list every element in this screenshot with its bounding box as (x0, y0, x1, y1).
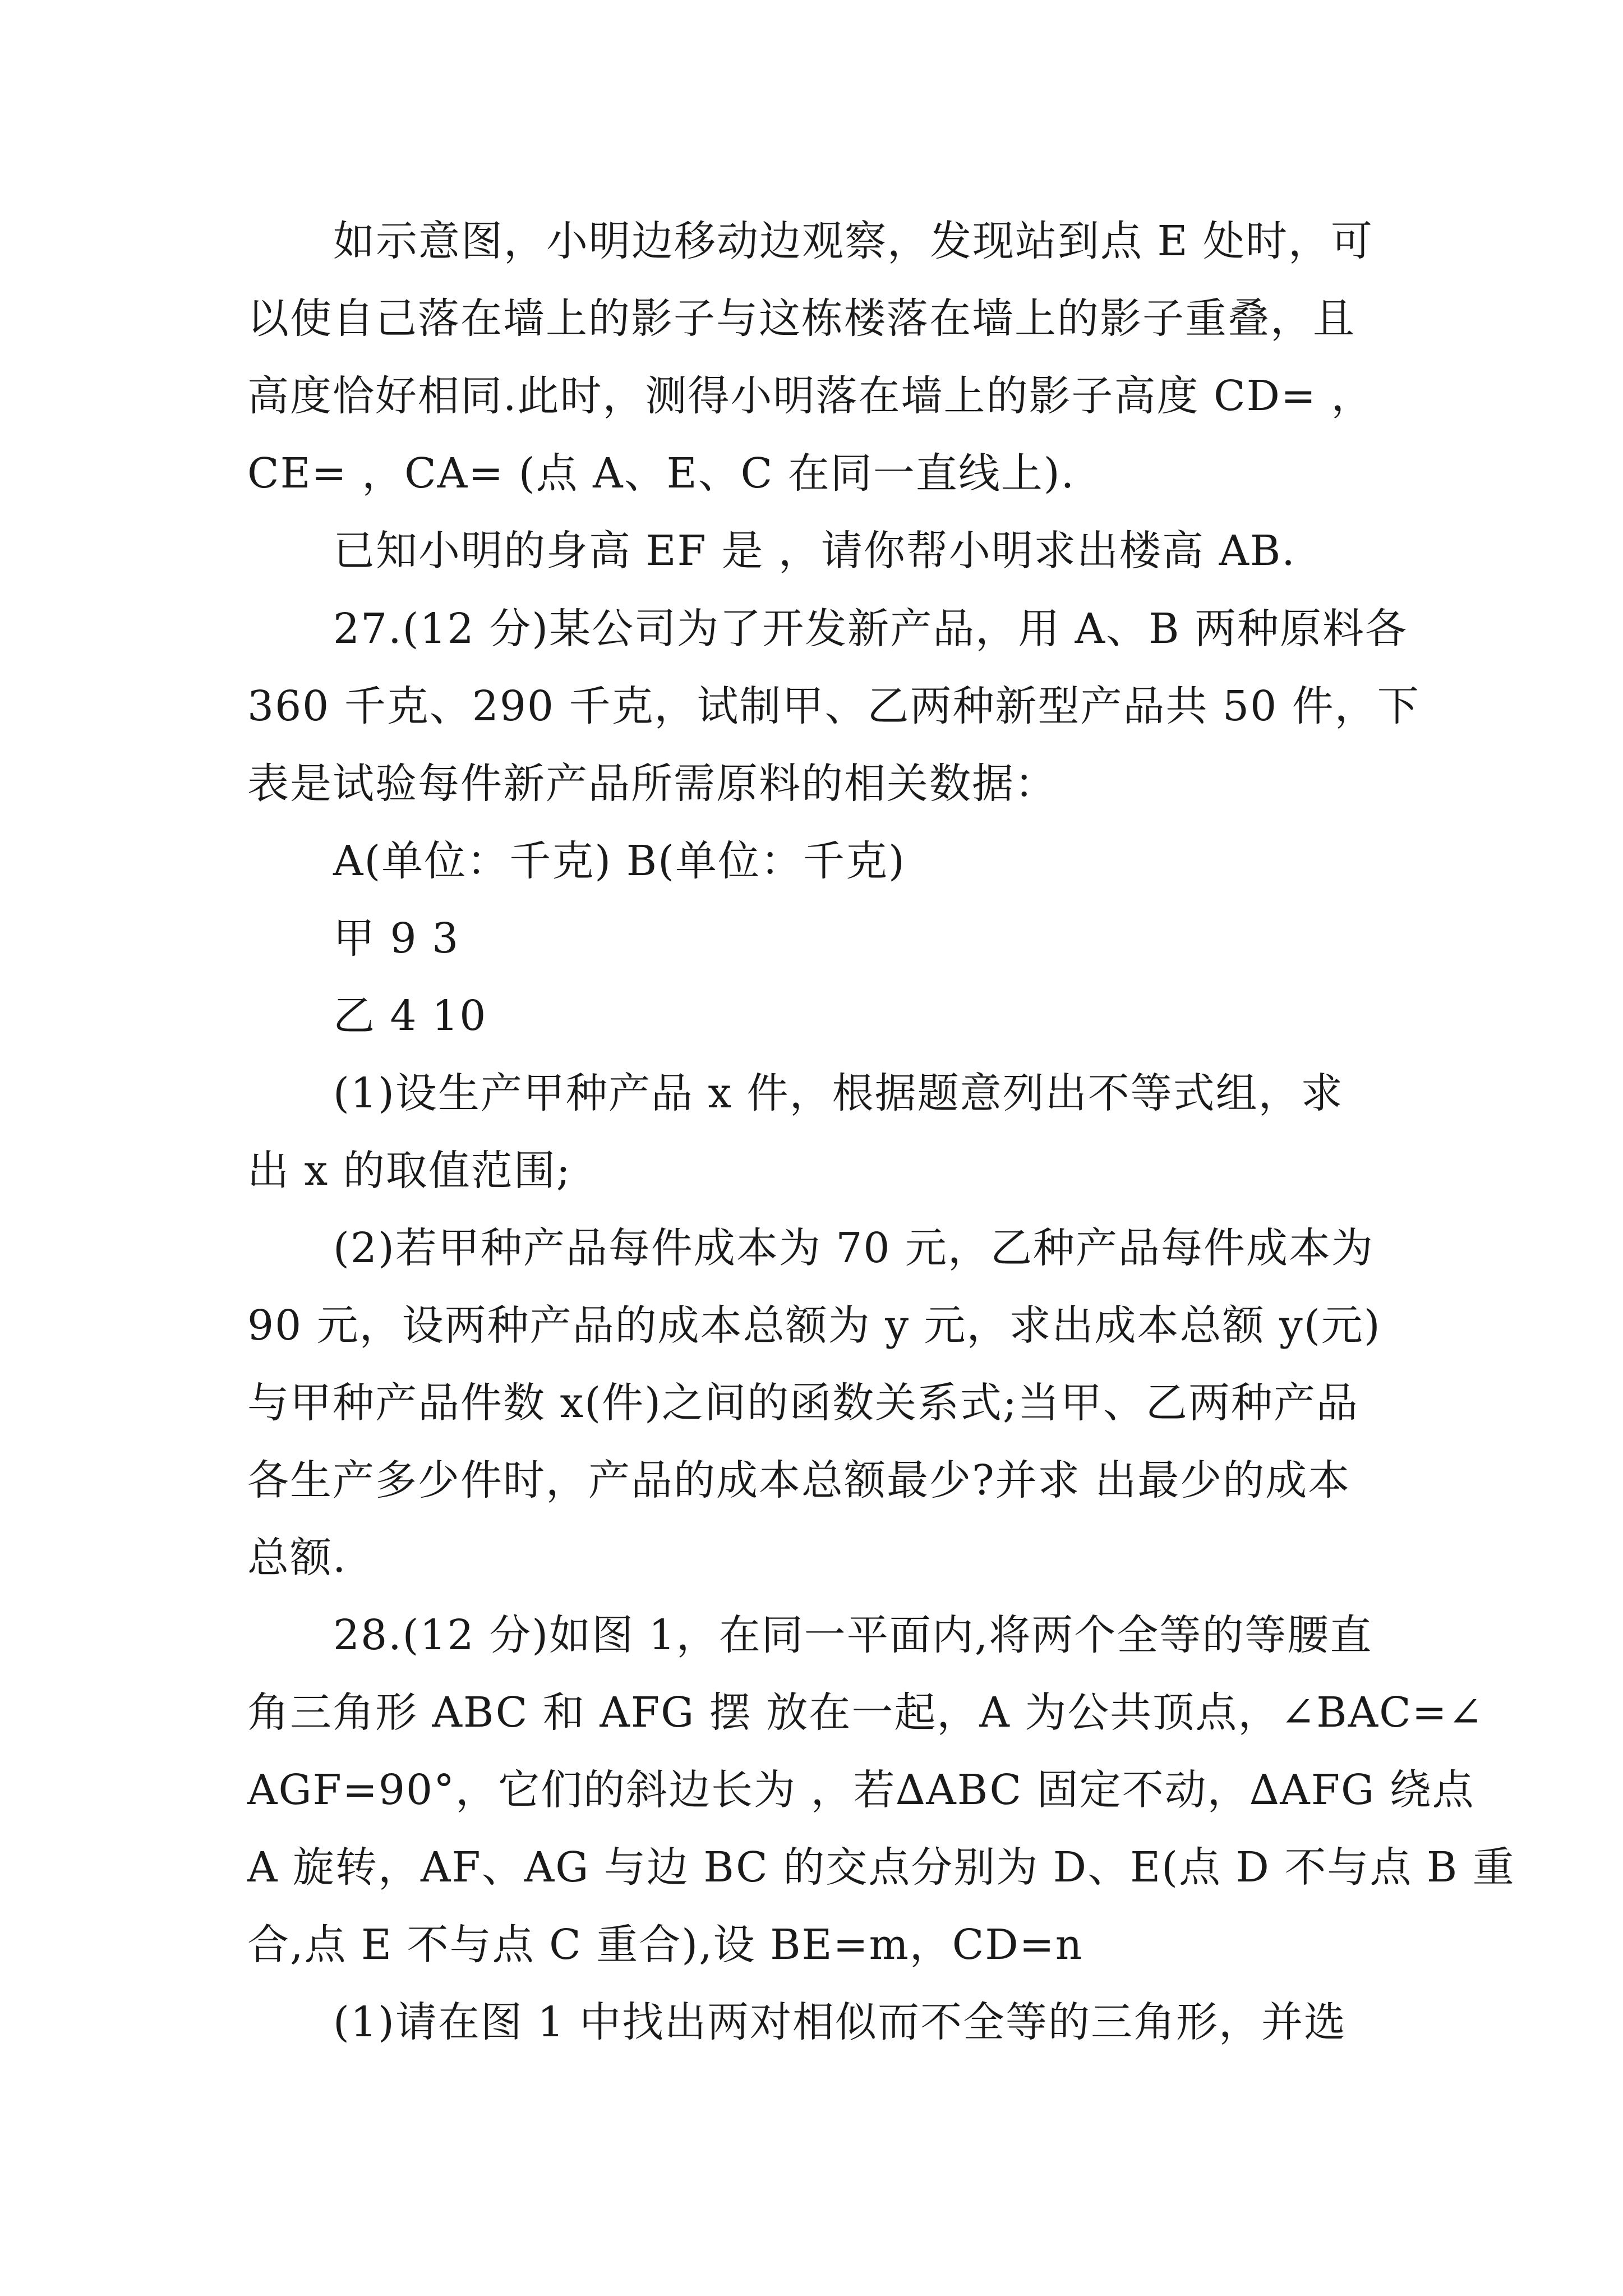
text-line: 合,点 E 不与点 C 重合),设 BE=m，CD=n (247, 1921, 1083, 1969)
text-line: (1)设生产甲种产品 x 件，根据题意列出不等式组，求 (333, 1069, 1344, 1117)
text-line: 总额. (247, 1534, 347, 1582)
table-row-line: 乙 4 10 (333, 992, 487, 1040)
text-line: 表是试验每件新产品所需原料的相关数据： (247, 760, 1057, 808)
table-header-line: A(单位：千克) B(单位：千克) (333, 837, 906, 885)
text-line: (1)请在图 1 中找出两对相似而不全等的三角形，并选 (333, 1998, 1347, 2046)
text-line: 以使自己落在墙上的影子与这栋楼落在墙上的影子重叠，且 (247, 295, 1355, 343)
text-line: 90 元，设两种产品的成本总额为 y 元，求出成本总额 y(元) (247, 1301, 1381, 1350)
text-line: 高度恰好相同.此时，测得小明落在墙上的影子高度 CD= ， (247, 372, 1374, 420)
text-line: 27.(12 分)某公司为了开发新产品，用 A、B 两种原料各 (333, 605, 1408, 653)
text-line: 如示意图，小明边移动边观察，发现站到点 E 处时，可 (333, 217, 1374, 265)
text-line: 28.(12 分)如图 1，在同一平面内,将两个全等的等腰直 (333, 1611, 1373, 1659)
table-row-line: 甲 9 3 (333, 914, 460, 963)
text-line: AGF=90°，它们的斜边长为 ，若∆ABC 固定不动，∆AFG 绕点 (247, 1766, 1475, 1814)
text-line: 各生产多少件时，产品的成本总额最少?并求 出最少的成本 (247, 1456, 1351, 1504)
text-line: 与甲种产品件数 x(件)之间的函数关系式;当甲、乙两种产品 (247, 1379, 1359, 1427)
text-line: A 旋转，AF、AG 与边 BC 的交点分别为 D、E(点 D 不与点 B 重 (247, 1843, 1515, 1892)
text-line: 已知小明的身高 EF 是 ，请你帮小明求出楼高 AB. (333, 527, 1296, 575)
text-line: 角三角形 ABC 和 AFG 摆 放在一起，A 为公共顶点，∠BAC=∠ (247, 1688, 1484, 1737)
text-line: (2)若甲种产品每件成本为 70 元，乙种产品每件成本为 (333, 1224, 1375, 1272)
text-line: CE= ，CA= (点 A、E、C 在同一直线上). (247, 449, 1076, 498)
text-line: 360 千克、290 千克，试制甲、乙两种新型产品共 50 件，下 (247, 682, 1420, 730)
text-line: 出 x 的取值范围; (247, 1147, 571, 1195)
